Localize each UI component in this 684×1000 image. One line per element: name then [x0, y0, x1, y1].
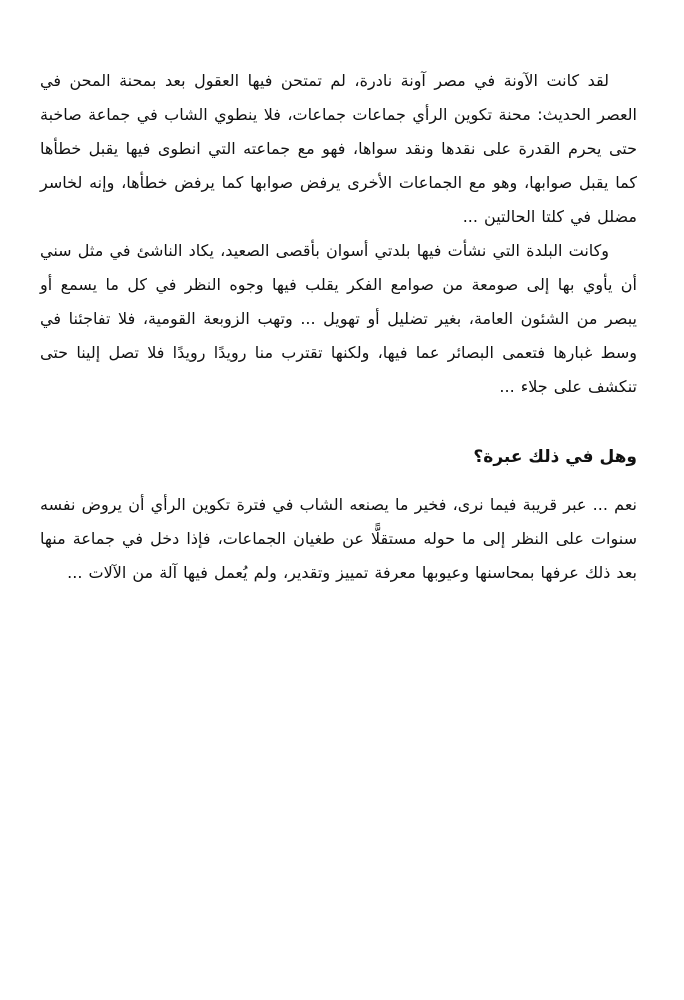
paragraph-intro-2: وكانت البلدة التي نشأت فيها بلدتي أسوان بأقصى الصعيد، يكاد الناشئ في مثل سني أن يأوي بها إلى صومعة من صوامع الفكر يقلب فيها وجوه النظر في كل ما يسمع أو يبصر من الشئون العامة، بغير تضليل أو تهويل ... وتهب الزوبعة القومية، فلا تفاجئنا في وسط غبارها فتعمى البصائر عما فيها، ولكنها تقترب منا رويدًا رويدًا فلا تصل إلينا حتى تنكشف على جلاء ...: [40, 241, 637, 396]
paragraph-final: نعم ... عبر قريبة فيما نرى، فخير ما يصنعه الشاب في فترة تكوين الرأي أن يروض نفسه سنوات على النظر إلى ما حوله مستقلًّا عن طغيان الجماعات، فإذا دخل في جماعة منها بعد ذلك عرفها بمحاسنها وعيوبها معرفة تمييز وتقدير، ولم يُعمل فيها آلة من الآلات ...: [40, 495, 637, 582]
paragraph-intro-1: لقد كانت الآونة في مصر آونة نادرة، لم تمتحن فيها العقول بعد بمحنة المحن في العصر الحديث: محنة تكوين الرأي جماعات جماعات، فلا ينطوي الشاب في جماعة صاخبة حتى يحرم القدرة على نقدها ونقد سواها، فهو مع جماعته التي انطوى فيها يقبل خطأها كما يقبل صوابها، وهو مع الجماعات الأخرى يرفض صوابها كما يرفض خطأها، وإنه لخاسر مضلل في كلتا الحالتين ...: [40, 71, 637, 226]
section-heading: وهل في ذلك عبرة؟: [473, 447, 637, 467]
